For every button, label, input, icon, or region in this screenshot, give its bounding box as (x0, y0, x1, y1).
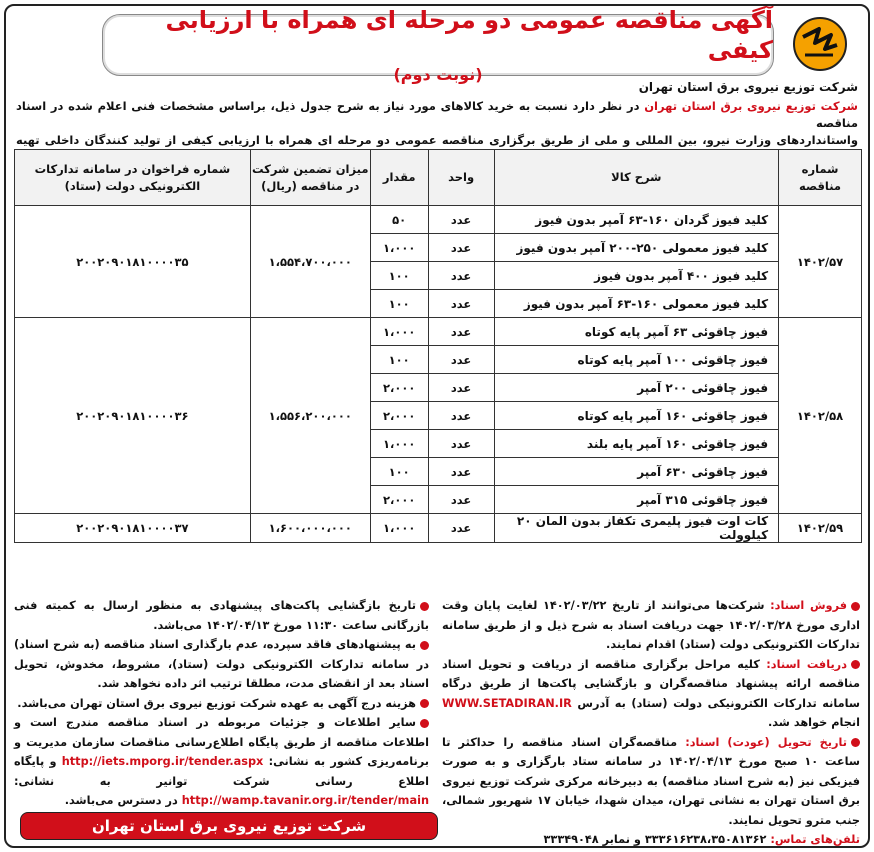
note-sale (442, 596, 860, 655)
table-header-row (15, 150, 862, 206)
bullet-icon (420, 699, 429, 708)
item-quantity: ۱۰۰ (370, 346, 428, 374)
setad-no-cell: ۲۰۰۲۰۹۰۱۸۱۰۰۰۰۳۷ (15, 514, 251, 543)
note-delivery (442, 733, 860, 831)
organization-name: شرکت توزیع نیروی برق استان تهران (638, 80, 858, 94)
note-late-text: به پیشنهادهای فاقد سپرده، عدم بارگذاری اسناد مناقصه (به شرح اسناد) در سامانه تدارکات الکترونیکی دولت (ستاد)، مشروط، مخدوش، تحویل اسناد بعد از انقضای مدت، مطلقا ترتیب اثر داده نخواهد شد. (14, 638, 429, 690)
item-quantity: ۱۰۰ (370, 290, 428, 318)
company-logo (784, 14, 856, 74)
item-quantity: ۱۰۰ (370, 262, 428, 290)
note-phone-text: ۳۳۳۶۱۶۲۳۸،۳۵۰۸۱۳۶۲ و نمابر ۳۳۳۴۹۰۴۸ (543, 833, 771, 846)
setad-no-cell: ۲۰۰۲۰۹۰۱۸۱۰۰۰۰۳۶ (15, 318, 251, 514)
table-row (15, 206, 862, 234)
item-description: فیوز چاقوئی ۲۰۰ آمپر (494, 374, 779, 402)
note-receive-label: دریافت اسناد: (766, 657, 847, 671)
intro-company: شرکت توزیع نیروی برق استان تهران (644, 99, 858, 113)
note-cost (14, 694, 429, 714)
item-quantity: ۱،۰۰۰ (370, 430, 428, 458)
header-unit: واحد (428, 150, 494, 206)
item-description: کلید فیوز گردان ۱۶۰-۶۳ آمپر بدون فیوز (494, 206, 779, 234)
item-description: کلید فیوز ۴۰۰ آمپر بدون فیوز (494, 262, 779, 290)
item-quantity: ۱۰۰ (370, 458, 428, 486)
item-quantity: ۲،۰۰۰ (370, 402, 428, 430)
page-subtitle: (نوبت دوم) (393, 65, 483, 84)
lightning-logo-icon (789, 15, 851, 73)
item-description: فیوز چاقوئی ۱۶۰ آمپر پایه کوتاه (494, 402, 779, 430)
item-unit: عدد (428, 290, 494, 318)
item-description: فیوز چاقوئی ۱۶۰ آمپر پایه بلند (494, 430, 779, 458)
item-unit: عدد (428, 486, 494, 514)
note-receive (442, 655, 860, 733)
note-more-info-text: سایر اطلاعات و جزئیات مربوطه در اسناد مناقصه مندرج است و اطلاعات مناقصه از طریق پایگاه اطلاع‌رسانی مناقصات سازمان مدیریت و برنامه‌ریزی کشور به نشانی: (14, 716, 429, 768)
guarantee-cell: ۱،۵۵۴،۷۰۰،۰۰۰ (250, 206, 370, 318)
bullet-icon (420, 641, 429, 650)
item-description: کلید فیوز معمولی ۲۵۰-۲۰۰ آمپر بدون فیوز (494, 234, 779, 262)
notes-section (14, 596, 860, 846)
header-quantity: مقدار (370, 150, 428, 206)
setad-link[interactable]: WWW.SETADIRAN.IR (442, 696, 572, 710)
item-description: فیوز چاقوئی ۶۳۰ آمپر (494, 458, 779, 486)
header-description: شرح کالا (494, 150, 779, 206)
bullet-icon (851, 738, 860, 747)
note-receive-text: کلیه مراحل برگزاری مناقصه از دریافت و تحویل اسناد مناقصه ارائه پیشنهاد مناقصه‌گران و بازگشایی پاکت‌ها از طریق درگاه سامانه تدارکات الکترونیکی دولت (ستاد) به آدرس (442, 657, 860, 710)
note-late (14, 635, 429, 694)
header-setad-no: شماره فراخوان در سامانه تدارکات الکترونیکی دولت (ستاد) (15, 150, 251, 206)
item-quantity: ۲،۰۰۰ (370, 374, 428, 402)
notes-left-column (14, 596, 429, 811)
intro-line1: در نظر دارد نسبت به خرید کالاهای مورد نیاز به شرح جدول ذیل، براساس مشخصات فنی اعلام شده در اسناد مناقصه (16, 99, 858, 130)
item-unit: عدد (428, 262, 494, 290)
item-unit: عدد (428, 346, 494, 374)
header-guarantee: میزان تضمین شرکت در مناقصه (ریال) (250, 150, 370, 206)
bullet-icon (851, 602, 860, 611)
item-quantity: ۵۰ (370, 206, 428, 234)
item-unit: عدد (428, 234, 494, 262)
note-more-info (14, 713, 429, 811)
note-sale-text: شرکت‌ها می‌توانند از تاریخ ۱۴۰۲/۰۳/۲۲ لغایت پایان وقت اداری مورخ ۱۴۰۲/۰۳/۲۸ جهت دریافت اسناد به شرح ذیل و از طریق سامانه تدارکات الکترونیکی دولت (ستاد) اقدام نمایند. (442, 599, 860, 651)
tavanir-link[interactable]: http://wamp.tavanir.org.ir/tender/main (181, 794, 429, 807)
item-quantity: ۲،۰۰۰ (370, 486, 428, 514)
item-unit: عدد (428, 374, 494, 402)
note-opening (14, 596, 429, 635)
item-description: کلید فیوز معمولی ۱۶۰-۶۳ آمپر بدون فیوز (494, 290, 779, 318)
bullet-icon (420, 719, 429, 728)
item-unit: عدد (428, 458, 494, 486)
note-receive-end: انجام خواهد شد. (767, 716, 860, 729)
item-description: فیوز چاقوئی ۶۳ آمپر پایه کوتاه (494, 318, 779, 346)
item-quantity: ۱،۰۰۰ (370, 318, 428, 346)
item-description: کات اوت فیوز پلیمری تکفاز بدون المان ۲۰ کیلوولت (494, 514, 779, 543)
item-unit: عدد (428, 514, 494, 543)
note-more-info-text3: در دسترس می‌باشد. (64, 794, 182, 807)
header-tender-no: شماره مناقصه (779, 150, 862, 206)
item-unit: عدد (428, 206, 494, 234)
item-description: فیوز چاقوئی ۱۰۰ آمپر پایه کوتاه (494, 346, 779, 374)
guarantee-cell: ۱،۵۵۶،۲۰۰،۰۰۰ (250, 318, 370, 514)
tender-table (14, 149, 862, 543)
item-quantity: ۱،۰۰۰ (370, 234, 428, 262)
note-phone (442, 830, 860, 848)
item-description: فیوز چاقوئی ۳۱۵ آمپر (494, 486, 779, 514)
table-row (15, 318, 862, 346)
bullet-icon (420, 602, 429, 611)
note-more-info-text2: و پایگاه اطلاع رسانی شرکت توانیر به نشانی: (14, 755, 429, 788)
advertisement-frame (4, 4, 870, 848)
item-unit: عدد (428, 430, 494, 458)
iets-link[interactable]: http://iets.mporg.ir/tender.aspx (61, 755, 264, 768)
notes-right-column (442, 596, 860, 848)
bullet-icon (851, 660, 860, 669)
guarantee-cell: ۱،۶۰۰،۰۰۰،۰۰۰ (250, 514, 370, 543)
note-sale-label: فروش اسناد: (770, 599, 847, 612)
page-title: آگهی مناقصه عمومی دو مرحله ای همراه با ارزیابی کیفی (165, 6, 773, 64)
note-opening-text: تاریخ بازگشایی پاکت‌های پیشنهادی به منظور ارسال به کمیته فنی بازرگانی ساعت ۱۱:۳۰ مورخ ۱۴۰۲/۰۴/۱۳ می‌باشد. (14, 599, 429, 632)
note-phone-label: تلفن‌های تماس: (770, 833, 860, 846)
table-row (15, 514, 862, 543)
note-cost-text: هزینه درج آگهی به عهده شرکت توزیع نیروی برق استان تهران می‌باشد. (17, 696, 416, 710)
item-quantity: ۱،۰۰۰ (370, 514, 428, 543)
footer-banner: شرکت توزیع نیروی برق استان تهران (20, 812, 438, 840)
tender-no-cell: ۱۴۰۲/۵۷ (779, 206, 862, 318)
tender-no-cell: ۱۴۰۲/۵۸ (779, 318, 862, 514)
tender-no-cell: ۱۴۰۲/۵۹ (779, 514, 862, 543)
note-delivery-label: تاریخ تحویل (عودت) اسناد: (685, 735, 848, 749)
item-unit: عدد (428, 318, 494, 346)
intro-line2: واستانداردهای وزارت نیرو، بین المللی و ملی از طریق برگزاری مناقصه عمومی دو مرحله ای همراه با ارزیابی کیفی از تولید کنندگان داخلی تهیه (16, 133, 858, 147)
title-banner (102, 6, 774, 84)
setad-no-cell: ۲۰۰۲۰۹۰۱۸۱۰۰۰۰۳۵ (15, 206, 251, 318)
note-delivery-text: مناقصه‌گران اسناد مناقصه را حداکثر تا ساعت ۱۰ صبح مورخ ۱۴۰۲/۰۴/۱۳ در سامانه ستاد بارگزاری و به صورت فیزیکی نیز (به شرح اسناد مناقصه) به دبیرخانه مرکزی شرکت توزیع نیروی برق استان تهران به نشانی تهران، میدان شهدا، خیابان ۱۷ شهریور شمالی، جنب مترو تحویل نمایند. (442, 735, 860, 827)
item-unit: عدد (428, 402, 494, 430)
